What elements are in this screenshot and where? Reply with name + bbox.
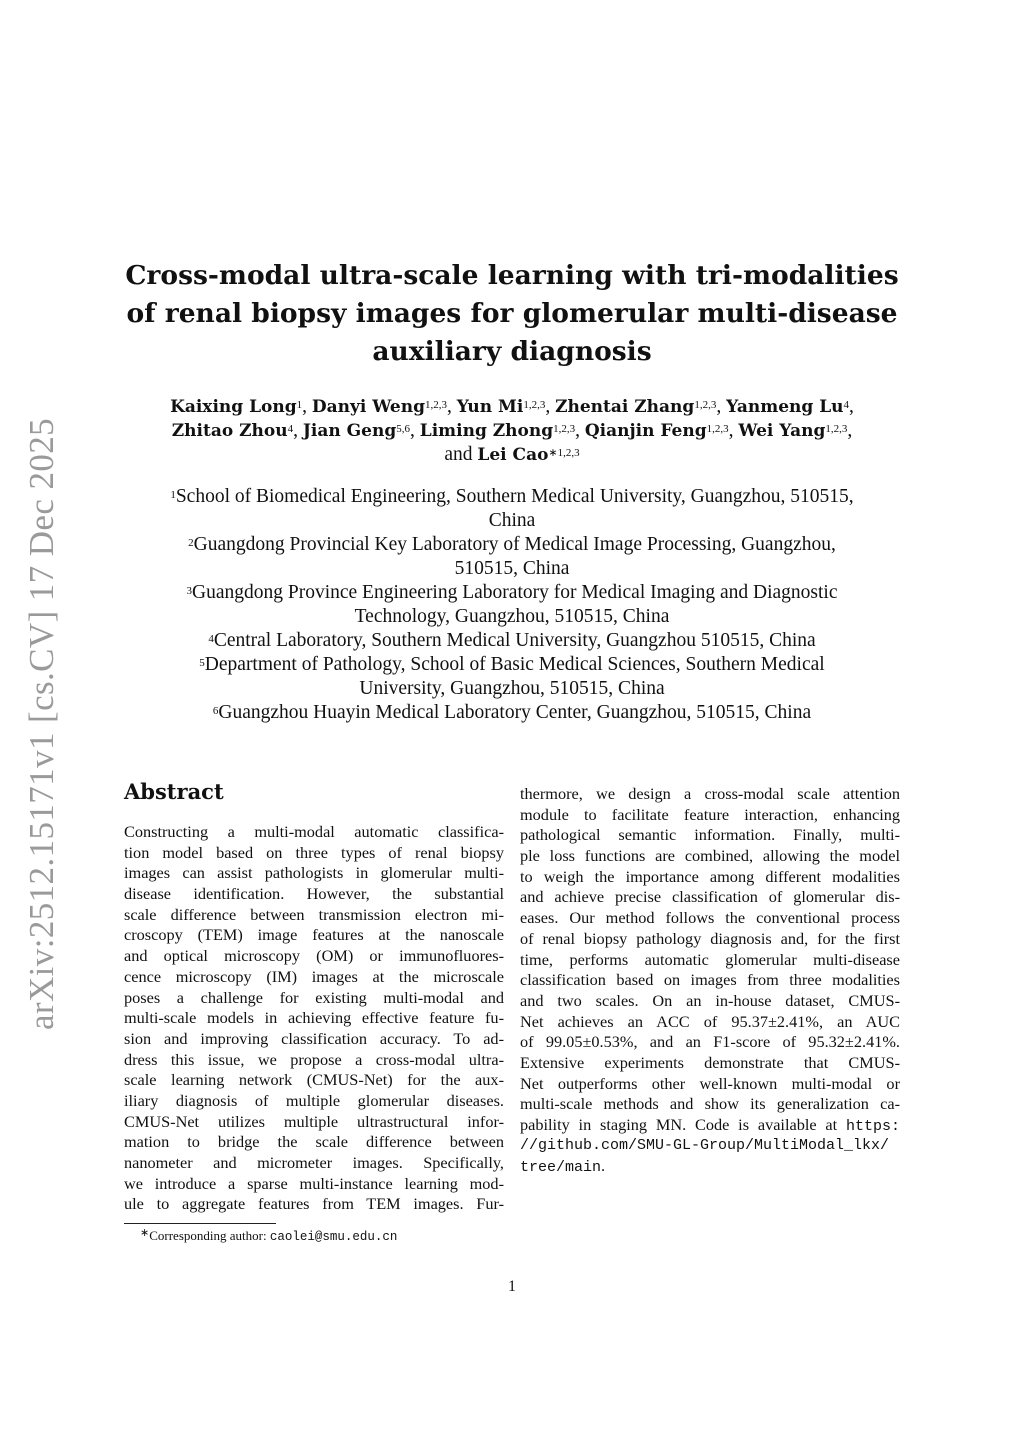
arxiv-identifier-stamp: arXiv:2512.15171v1 [cs.CV] 17 Dec 2025 — [22, 417, 61, 1030]
abstract-line: scale difference between transmission electron mi- — [124, 904, 504, 924]
author-affil-mark: 1,2,3 — [694, 399, 717, 411]
abstract-line: classification based on images from three modalities — [520, 970, 900, 990]
footnote — [140, 1228, 397, 1244]
affiliation-number: 5 — [199, 657, 205, 669]
abstract-line: disease identification. However, the substantial — [124, 884, 504, 904]
code-url-link[interactable]: https: — [845, 1118, 900, 1135]
abstract-line: thermore, we design a cross-modal scale attention — [520, 784, 900, 803]
affiliation-line: University, Guangzhou, 510515, China — [359, 678, 665, 699]
author-affil-mark: 1,2,3 — [523, 399, 546, 411]
author-affil-mark: ∗1,2,3 — [548, 447, 580, 459]
abstract-line: Extensive experiments demonstrate that CMUS- — [520, 1052, 900, 1072]
affiliation-number: 4 — [208, 633, 214, 645]
abstract-line: Constructing a multi-modal automatic classifica- — [124, 822, 504, 841]
title-line: auxiliary diagnosis — [372, 336, 652, 367]
affiliation-line — [110, 533, 914, 557]
abstract-line: ple loss functions are combined, allowing the model — [520, 846, 900, 866]
affiliation-number: 6 — [212, 705, 219, 717]
affiliation-text: Guangzhou Huayin Medical Laboratory Center, Guangzhou, 510515, China — [218, 702, 812, 723]
abstract-line: and achieve precise classification of glomerular dis- — [520, 887, 900, 907]
author-line: Zhitao Zhou$^4$, Jian Geng$^{5,6}$, Liming Zhong$^{1,2,3}$, Qianjin Feng$^{1,2,3}$, Wei Yang$^{1,2,3}$, — [171, 420, 853, 441]
abstract-right-column — [520, 784, 900, 1177]
author-name: Yanmeng Lu — [726, 397, 844, 417]
abstract-line: dress this issue, we propose a cross-modal ultra- — [124, 1049, 504, 1069]
author-affil-mark: 1,2,3 — [425, 399, 447, 411]
abstract-line: and two scales. On an in-house dataset, CMUS- — [520, 990, 900, 1010]
author-list — [110, 395, 914, 467]
abstract-line: nanometer and micrometer images. Specifically, — [124, 1153, 504, 1172]
page-number: 1 — [508, 1278, 516, 1295]
abstract-line: tion model based on three types of renal biopsy — [124, 842, 504, 862]
code-url-link[interactable]: tree/main — [520, 1159, 602, 1177]
affiliation-number: 1 — [170, 489, 176, 501]
abstract-line: time, performs automatic glomerular multi-disease — [520, 949, 900, 969]
abstract-heading: Abstract — [124, 779, 224, 804]
abstract-left-column — [124, 822, 504, 1215]
abstract-line: of renal biopsy pathology diagnosis and, for the first — [520, 928, 900, 948]
affiliation-line — [110, 629, 914, 653]
abstract-line: and optical microscopy (OM) or immunofluores- — [124, 946, 504, 966]
affiliation-line: China — [488, 510, 536, 531]
abstract-line: we introduce a sparse multi-instance learning mod- — [124, 1173, 504, 1193]
affiliation-text: Guangdong Province Engineering Laboratory for Medical Imaging and Diagnostic — [192, 582, 838, 603]
author-name: Zhitao Zhou — [171, 421, 288, 441]
affiliation-number: 2 — [188, 537, 194, 549]
author-name: Jian Geng — [302, 421, 397, 441]
author-name: Qianjin Feng — [584, 421, 707, 441]
abstract-line: to weigh the importance among different modalities — [520, 866, 900, 886]
abstract-line: Net achieves an ACC of 95.37±2.41%, an AUC — [520, 1011, 900, 1031]
abstract-line: croscopy (TEM) image features at the nanoscale — [124, 925, 504, 945]
abstract-line: CMUS-Net utilizes multiple ultrastructural infor- — [124, 1111, 504, 1131]
abstract-line: poses a challenge for existing multi-modal and — [124, 987, 504, 1007]
affiliation-text: Department of Pathology, School of Basic Medical Sciences, Southern Medical — [204, 654, 825, 675]
footnote-divider — [124, 1223, 276, 1224]
abstract-line: module to facilitate feature interaction, enhancing — [520, 804, 900, 824]
author-name: Liming Zhong — [419, 421, 554, 441]
footnote-text: Corresponding author: — [149, 1228, 270, 1243]
abstract-line: mation to bridge the scale difference between — [124, 1132, 504, 1152]
abstract-line — [520, 1115, 900, 1136]
corresponding-email: caolei@smu.edu.cn — [269, 1230, 398, 1244]
author-line: Kaixing Long$^1$, Danyi Weng$^{1,2,3}$, Yun Mi$^{1,2,3}$, Zhentai Zhang$^{1,2,3}$, Yanmeng Lu$^4$, — [170, 396, 854, 417]
paper-title — [110, 257, 914, 371]
affiliation-number: 3 — [186, 585, 192, 597]
affiliation-line — [110, 581, 914, 605]
abstract-line: images can assist pathologists in glomerular multi- — [124, 863, 504, 883]
author-affil-mark: 1 — [296, 399, 303, 411]
code-url-link[interactable]: //github.com/SMU-GL-Group/MultiModal_lkx/ — [520, 1136, 890, 1154]
abstract-line: iliary diagnosis of multiple glomerular diseases. — [124, 1090, 504, 1110]
author-affil-mark: 1,2,3 — [706, 423, 729, 435]
abstract-line: pathological semantic information. Finally, multi- — [520, 825, 900, 845]
affiliation-text: Central Laboratory, Southern Medical University, Guangzhou 510515, China — [213, 630, 816, 651]
abstract-line: cence microscopy (IM) images at the microscale — [124, 966, 504, 986]
abstract-line: sion and improving classification accuracy. To ad- — [124, 1028, 504, 1048]
abstract-line: of 99.05±0.53%, and an F1-score of 95.32±2.41%. — [520, 1032, 900, 1052]
author-affil-mark: 4 — [287, 423, 294, 435]
author-name: Yun Mi — [456, 397, 524, 417]
affiliation-text: Guangdong Provincial Key Laboratory of Medical Image Processing, Guangzhou, — [193, 534, 836, 555]
title-line: Cross-modal ultra-scale learning with tri-modalities — [125, 260, 899, 291]
abstract-text: pability in staging MN. Code is available at — [520, 1115, 838, 1134]
affiliation-line — [110, 485, 914, 509]
abstract-line: multi-scale models in achieving effective feature fu- — [124, 1008, 504, 1028]
abstract-line: scale learning network (CMUS-Net) for the aux- — [124, 1070, 504, 1090]
affiliation-text: School of Biomedical Engineering, Southern Medical University, Guangzhou, 510515, — [175, 486, 854, 507]
sentence-period: . — [601, 1156, 606, 1176]
and-conjunction: and — [444, 444, 478, 465]
author-line — [110, 443, 914, 467]
author-name: Lei Cao — [477, 445, 549, 465]
author-name: Kaixing Long — [170, 397, 297, 417]
author-affil-mark: 5,6 — [396, 423, 410, 435]
author-affil-mark: 1,2,3 — [825, 423, 848, 435]
author-affil-mark: 1,2,3 — [553, 423, 576, 435]
author-name: Zhentai Zhang — [555, 397, 695, 417]
abstract-line: eases. Our method follows the conventional process — [520, 908, 900, 928]
author-name: Wei Yang — [738, 421, 826, 441]
affiliation-line: Technology, Guangzhou, 510515, China — [354, 606, 670, 627]
abstract-line: Net outperforms other well-known multi-modal or — [520, 1073, 900, 1093]
abstract-line: ule to aggregate features from TEM images. Fur- — [124, 1194, 504, 1214]
author-name: Danyi Weng — [311, 397, 425, 417]
footnote-mark: ∗ — [140, 1227, 150, 1239]
abstract-line — [520, 1156, 900, 1177]
author-affil-mark: 4 — [843, 399, 850, 411]
title-line: of renal biopsy images for glomerular multi-disease — [126, 298, 898, 329]
affiliation-list — [110, 485, 914, 725]
affiliation-line — [110, 653, 914, 677]
affiliation-line — [110, 701, 914, 725]
affiliation-line: 510515, China — [454, 558, 570, 579]
abstract-line: multi-scale methods and show its generalization ca- — [520, 1094, 900, 1114]
